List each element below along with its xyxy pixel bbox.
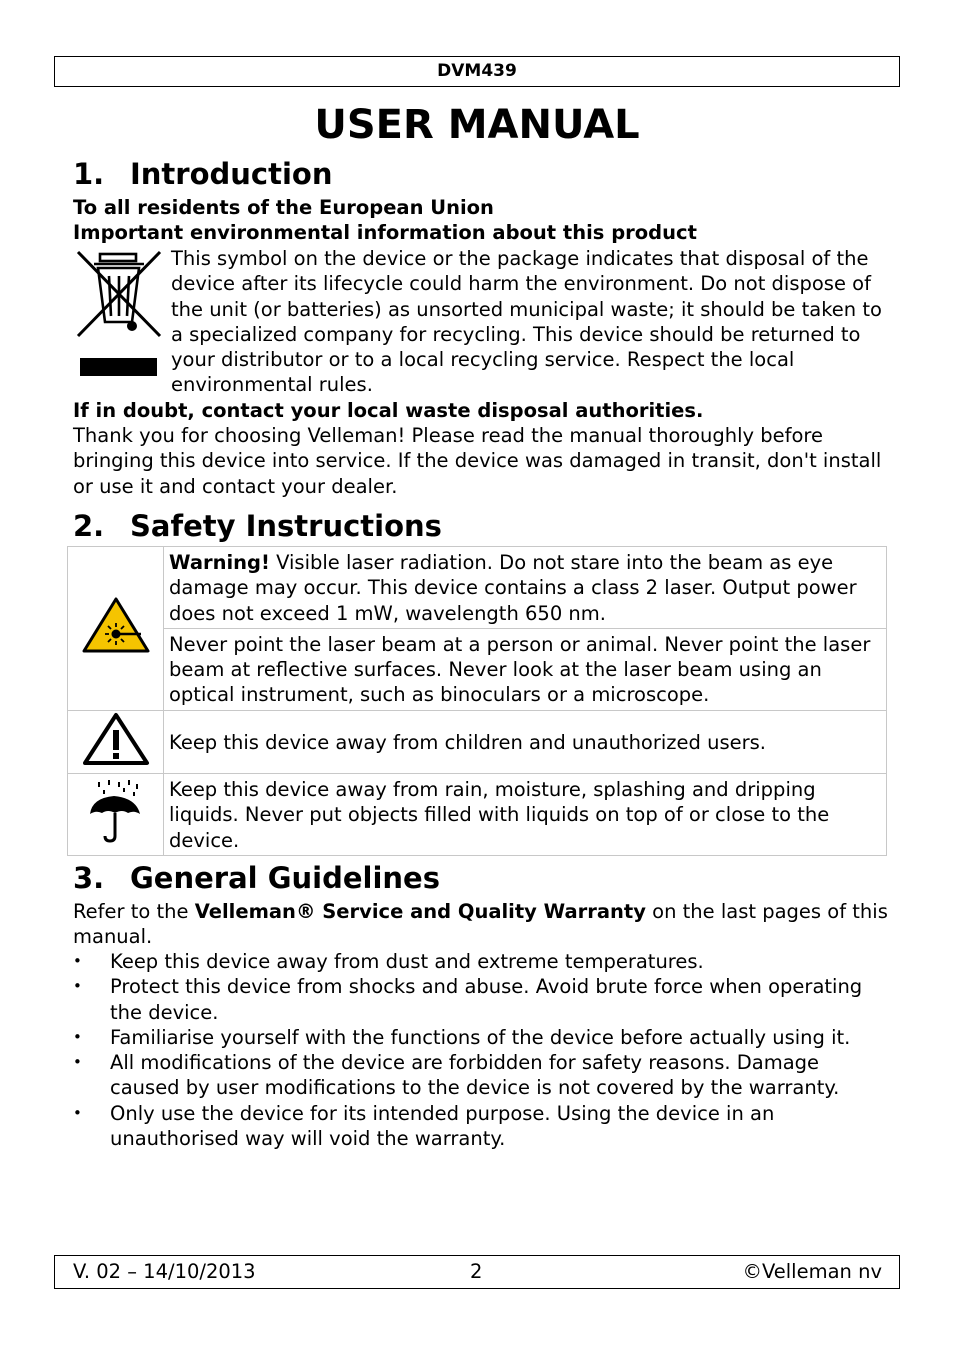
weee-black-bar [80, 358, 157, 376]
section-title: Safety Instructions [130, 509, 442, 543]
document-footer [54, 1255, 900, 1289]
thanks-paragraph: Thank you for choosing Velleman! Please read the manual thoroughly before bringing this device into service. If the device was damaged in transit, don't install or use it and contact your dealer. [73, 424, 882, 498]
icon-cell [68, 710, 164, 773]
doubt-notice: If in doubt, contact your local waste disposal authorities. [73, 399, 704, 422]
list-item: • All modifications of the device are forbidden for safety reasons. Damage caused by user modifications to the device is not covered by the warranty. [73, 1050, 888, 1101]
section-title: General Guidelines [130, 861, 440, 895]
section-heading-guidelines [73, 861, 440, 895]
table-cell [164, 710, 887, 773]
copyright: ©Velleman nv [742, 1260, 882, 1283]
page-number: 2 [470, 1260, 483, 1283]
laser-warning-icon [81, 596, 151, 654]
general-warning-icon [81, 711, 151, 767]
table-row [68, 628, 887, 710]
icon-cell [68, 774, 164, 856]
list-item: • Keep this device away from dust and extreme temperatures. [73, 949, 888, 974]
table-row [68, 774, 887, 856]
section-title: Introduction [130, 157, 333, 191]
table-cell [164, 547, 887, 629]
document-header [54, 56, 900, 87]
warranty-reference [73, 899, 888, 950]
list-item: • Familiarise yourself with the functions of the device before actually using it. [73, 1025, 888, 1050]
weee-paragraph: This symbol on the device or the package indicates that disposal of the device after its lifecycle could harm the environment. Do not dispose of the unit (or batteries) as unsorted municipal waste; it should be taken to a specialized company for recycling. This device should be returned to your distributor or to a local recycling service. Respect the local environmental rules. [171, 247, 882, 397]
warranty-title: Velleman® Service and Quality Warranty [194, 900, 646, 923]
list-item: • Protect this device from shocks and abuse. Avoid brute force when operating the device. [73, 974, 888, 1025]
laser-warning-text: Visible laser radiation. Do not stare into the beam as eye damage may occur. This device contains a class 2 laser. Output power does not exceed 1 mW, wavelength 650 nm. [169, 551, 857, 625]
table-row [68, 547, 887, 629]
section-heading-safety [73, 509, 442, 543]
guidelines-list [73, 949, 888, 1151]
children-warning-text: Keep this device away from children and unauthorized users. [169, 730, 766, 754]
version-date: V. 02 – 14/10/2013 [73, 1260, 256, 1283]
table-cell [164, 774, 887, 856]
table-cell [164, 628, 887, 710]
laser-beam-text: Never point the laser beam at a person or animal. Never point the laser beam at reflective surfaces. Never look at the laser beam using an optical instrument, such as binoculars or a microscope. [169, 632, 871, 707]
section-number: 2. [73, 509, 105, 543]
icon-cell [68, 547, 164, 711]
section-heading-introduction [73, 157, 333, 191]
umbrella-rain-icon [86, 778, 146, 844]
moisture-warning-text: Keep this device away from rain, moisture, splashing and dripping liquids. Never put objects filled with liquids on top of or close to the device. [169, 778, 830, 852]
warning-label: Warning! [169, 551, 270, 574]
page-title: USER MANUAL [314, 102, 640, 148]
list-item: • Only use the device for its intended purpose. Using the device in an unauthorised way will void the warranty. [73, 1101, 888, 1152]
model-number: DVM439 [437, 61, 517, 81]
eu-residents-heading: To all residents of the European Union [73, 196, 494, 219]
safety-table [67, 546, 887, 856]
section-number: 1. [73, 157, 105, 191]
table-row [68, 710, 887, 773]
crossed-out-bin-icon [74, 248, 164, 340]
warranty-intro-pre: Refer to the [73, 900, 195, 923]
env-info-heading: Important environmental information about this product [73, 221, 697, 244]
section-number: 3. [73, 861, 105, 895]
warranty-intro-post: on the last pages of this manual. [73, 900, 888, 949]
